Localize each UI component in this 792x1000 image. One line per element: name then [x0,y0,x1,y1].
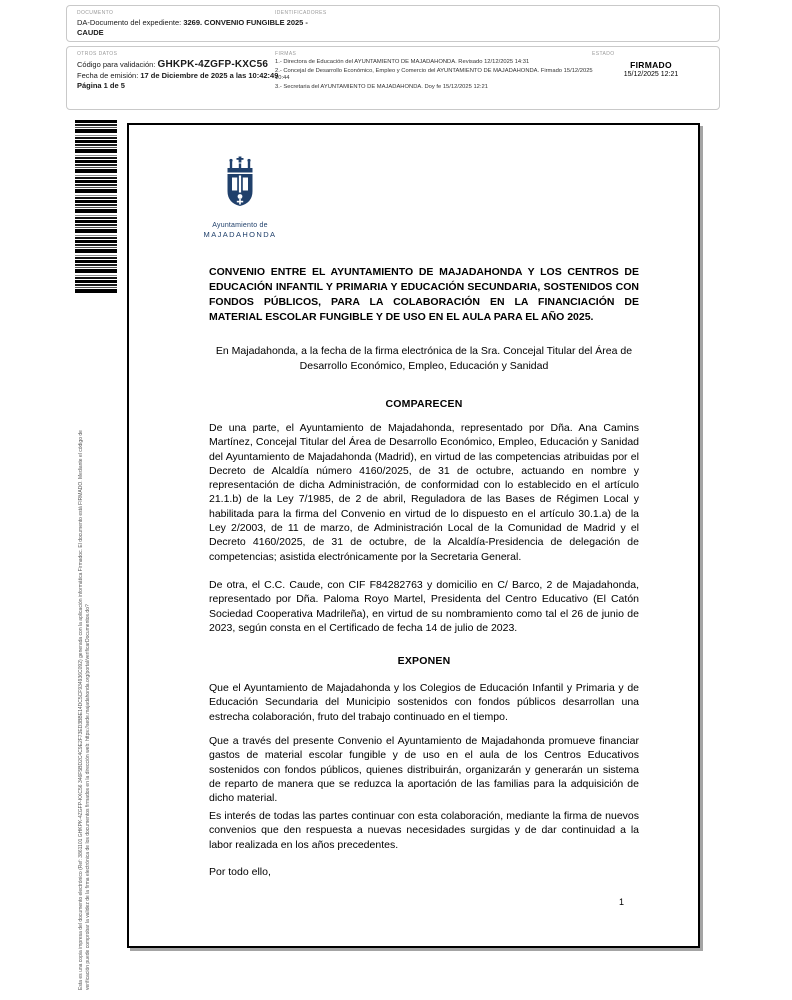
convenio-title: CONVENIO ENTRE EL AYUNTAMIENTO DE MAJADAHONDA Y LOS CENTROS DE EDUCACIÓN INFANTIL Y PRIMARIA Y EDUCACIÓN SECUNDARIA, SOSTENIDOS CON FONDOS PÚBLICOS, PARA LA COLABORACIÓN EN LA FINANCIACIÓN DE MATERIAL ESCOLAR FUNGIBLE Y DE USO EN EL AULA PARA EL AÑO 2025. [209,266,639,323]
codigo-value: GHKPK-4ZGFP-KXC56 [157,59,269,70]
firma-item: 3.- Secretaria del AYUNTAMIENTO DE MAJADAHONDA. Doy fe 15/12/2025 12:21 [275,83,488,90]
documento-value [77,18,322,37]
codigo-label: Código para validación: [77,60,158,69]
metadata-box-firmas [66,46,720,110]
page-number: 1 [619,897,625,907]
exponen-paragraph-3: Es interés de todas las partes continuar con esta colaboración, mediante la firma de nuevos convenios que den respuesta a nuevas necesidades surgidas y de dar continuidad a la labor realizada en los años precedentes. [209,810,639,851]
comparecen-paragraph-2: De otra, el C.C. Caude, con CIF F84282763 y domicilio en C/ Barco, 2 de Majadahonda, representado por Dña. Paloma Royo Martel, Presidenta del Centro Educativo (El Catón Sociedad Cooperativa Madrileña), en virtud de su nombramiento como tal el 26 de junio de 2023, según consta en el Certificado de fecha 14 de julio de 2023. [209,579,639,634]
coat-of-arms-icon [220,155,260,213]
otros-datos-label: OTROS DATOS [77,51,118,57]
logo-text-line1: Ayuntamiento de [212,222,268,229]
estado-block [590,60,712,78]
legal-line-1: Esta es una copia impresa del documento electrónico (Ref: 3861101 GHKPK-4ZGFP-KXC56 346F5BD2C4C9E2F73ED3BBE14DC5CF934936C092) generada con la aplicación informática Firmadoc. El documento está FIRMADO. Mediante el código de [78,430,84,990]
firma-item: 1.- Directora de Educación del AYUNTAMIENTO DE MAJADAHONDA. Revisado 12/12/2025 14:31 [275,59,530,65]
pagina-indicator: Página 1 de 5 [77,81,125,90]
estado-date: 15/12/2025 12:21 [623,71,679,78]
comparecen-paragraph-1: De una parte, el Ayuntamiento de Majadahonda, representado por Dña. Ana Camins Martínez, Concejal Titular del Área de Desarrollo Económico, Empleo, Educación y Sanidad del Ayuntamiento de Majadahonda (Madrid), en virtud de las competencias atribuidas por el Decreto de Alcaldía número 4160/2025, de 31 de octubre, actuando en nombre y representación de dicha Administración, de conformidad con lo establecido en el artículo 21.1.b) de la Ley 7/1985, de 2 de abril, Reguladora de las Bases de Régimen Local y habilitada para la firma del Convenio en virtud de lo dispuesto en el artículo 30.1.a) de la Ley 2/2003, de 11 de marzo, de Administración Local de la Comunidad de Madrid y el Decreto 4160/2025, de 31 de octubre, de la Alcaldía-Presidencia de delegación de competencias; asistida electrónicamente por la Secretaria General. [209,422,639,563]
exponen-paragraph-1: Que el Ayuntamiento de Majadahonda y los Colegios de Educación Infantil y Primaria y de Educación Secundaria del Municipio sostenidos con fondos públicos desarrollan una estrecha colaboración, fruto del trabajo continuado en el tiempo. [209,682,639,723]
legal-vertical-text [78,302,94,990]
exponen-paragraph-2: Que a través del presente Convenio el Ayuntamiento de Majadahonda promueve financiar gastos de material escolar fungible y de uso en el aula de los Centros Educativos sostenidos con fondos públicos, quienes distribuirán, organizarán y generarán un sistema de reparto de manera que se reduzca la aportación de las familias para la adquisición de dicho material. [209,735,639,805]
estado-label: ESTADO [592,51,615,57]
ayuntamiento-logo [184,155,296,239]
documento-value-prefix: DA-Documento del expediente: [77,18,184,27]
comparecen-heading: COMPARECEN [385,398,463,410]
intro-paragraph: En Majadahonda, a la fecha de la firma electrónica de la Sra. Concejal Titular del Área de Desarrollo Económico, Empleo, Educación y Sanidad [215,345,633,372]
metadata-box-documento [66,5,720,42]
logo-text-line2: MAJADAHONDA [203,230,277,239]
exponen-heading: EXPONEN [397,655,451,667]
documento-label: DOCUMENTO [77,10,114,16]
firmas-list [275,59,605,92]
closing-line: Por todo ello, [209,866,271,878]
documento-value-bold: 3269. CONVENIO FUNGIBLE 2025 - CAUDE [77,18,308,37]
firma-item: 2.- Concejal de Desarrollo Económico, Empleo y Comercio del AYUNTAMIENTO DE MAJADAHONDA. Firmado 15/12/2025 10:44 [275,67,593,82]
barcode [75,120,117,293]
fecha-label: Fecha de emisión: [77,70,141,80]
firmas-label: FIRMAS [275,51,297,57]
legal-line-2: verificación puede comprobar la validez de la firma electrónica de los documentos firmados en la dirección web: https://sede.majadahonda.org/portal/verificarDocumentos.do? [85,604,91,990]
identificadores-label: IDENTIFICADORES [275,10,327,16]
document-page [127,123,700,948]
estado-value: FIRMADO [630,60,672,70]
fecha-value: 17 de Diciembre de 2025 a las 10:42:49 [140,70,279,80]
